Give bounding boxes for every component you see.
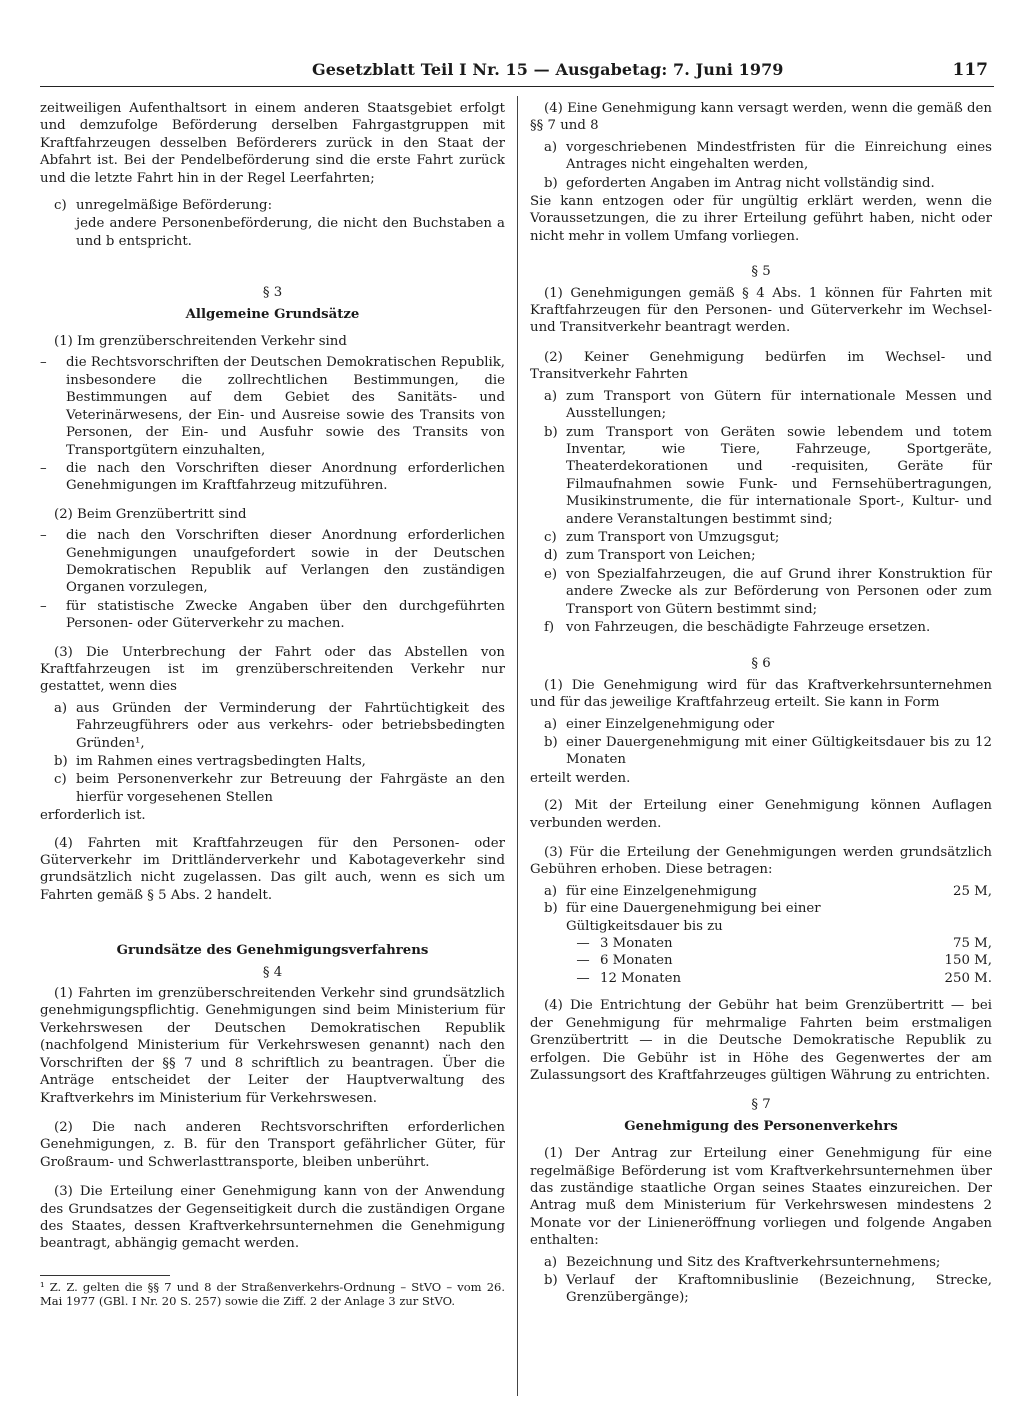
section-number: § 7 [751, 1097, 771, 1113]
section-number: § 5 [751, 264, 771, 280]
fee-row: a) für eine Einzelgenehmigung 25 M, [544, 883, 992, 899]
fee-row: — 3 Monaten 75 M, [576, 936, 992, 952]
list-item: b) Verlauf der Kraftomnibuslinie (Bezeichnung, Strecke, Grenzübergänge); [544, 1272, 992, 1306]
fee-row: — 6 Monaten 150 M, [576, 953, 992, 969]
paragraph: (1) Die Genehmigung wird für das Kraftverkehrsunternehmen und für das jeweilige Kraftfahrzeug erteilt. Sie kann in Form [530, 677, 992, 711]
paragraph: (4) Fahrten mit Kraftfahrzeugen für den Personen- oder Güterverkehr im Drittländerverkehr und Kabotageverkehr sind grundsätzlich nicht zugelassen. Das gilt auch, wenn es sich um Fahrten gemäß § 5 Abs. 2 handelt. [40, 835, 505, 903]
list-item: – für statistische Zwecke Angaben über den durchgeführten Personen- oder Güterverkehr zu machen. [40, 598, 505, 632]
right-column [530, 100, 992, 1308]
list-item: e) von Spezialfahrzeugen, die auf Grund ihrer Konstruktion für andere Zwecke als zur Beförderung von Personen oder zum Transport von Gütern bestimmt sind; [544, 566, 992, 617]
paragraph: (4) Die Entrichtung der Gebühr hat beim Grenzübertritt — bei der Genehmigung für mehrmalige Fahrten beim erstmaligen Grenzübertritt — in die Deutsche Demokratische Republik zu erfolgen. Die Gebühr ist in Höhe des Gegenwertes der am Zulassungsort des Kraftfahrzeuges gültigen Währung zu entrichten. [530, 998, 992, 1083]
paragraph: (3) Für die Erteilung der Genehmigungen werden grundsätzlich Gebühren erhoben. Diese betragen: [530, 845, 992, 878]
paragraph: Sie kann entzogen oder für ungültig erklärt werden, wenn die Voraussetzungen, die zu ihrer Erteilung geführt haben, nicht oder nicht mehr in vollem Umfang vorliegen. [530, 194, 992, 244]
paragraph: (1) Der Antrag zur Erteilung einer Genehmigung für eine regelmäßige Beförderung ist vom Kraftverkehrsunternehmen über das zuständige staatliche Organ seines Staates einzureichen. Der Antrag muß dem Ministerium für Verkehrswesen mindestens 2 Monate vor der Linieneröffnung vorliegen und folgende Angaben enthalten: [530, 1146, 992, 1249]
list-item: c) beim Personenverkehr zur Betreuung der Fahrgäste an den hierfür vorgesehenen Stellen [54, 772, 505, 805]
paragraph: (3) Die Erteilung einer Genehmigung kann von der Anwendung des Grundsatzes der Gegenseitigkeit durch die zuständigen Organe des Staates, dessen Kraftverkehrsunternehmen die Genehmigung beantragt, abhängig gemacht werden. [40, 1184, 505, 1252]
section-number: § 4 [262, 964, 283, 980]
fee-row: b) für eine Dauergenehmigung bei einer Gültigkeitsdauer bis zu [544, 901, 821, 934]
list-item: d) zum Transport von Leichen; [544, 548, 756, 564]
list-item: – die nach den Vorschriften dieser Anordnung erforderlichen Genehmigungen unaufgefordert sowie in der Deutschen Demokratischen Republik auf Verlangen den zuständigen Organen vorzulegen, [40, 528, 505, 596]
list-item: a) vorgeschriebenen Mindestfristen für die Einreichung eines Antrages nicht eingehalten werden, [544, 139, 992, 173]
section-number: § 3 [262, 285, 283, 301]
paragraph: zeitweiligen Aufenthaltsort in einem anderen Staatsgebiet erfolgt und demzufolge Beförderung derselben Fahrgastgruppen mit Kraftfahrzeugen desselben Beförderers zurück in den Staat der Abfahrt ist. Bei der Pendelbeförderung sind die erste Fahrt zurück und die letzte Fahrt hin in der Regel Leerfahrten; [40, 101, 505, 186]
paragraph: (1) Im grenzüberschreitenden Verkehr sind [54, 334, 347, 350]
fee-row: — 12 Monaten 250 M. [576, 970, 992, 986]
left-column [40, 100, 505, 1308]
paragraph: erforderlich ist. [40, 808, 146, 824]
list-item: c) zum Transport von Umzugsgut; [544, 529, 780, 545]
list-item: – die nach den Vorschriften dieser Anordnung erforderlichen Genehmigungen im Kraftfahrzeug mitzuführen. [40, 460, 505, 494]
list-item: b) geforderten Angaben im Antrag nicht vollständig sind. [544, 175, 935, 191]
list-item: b) im Rahmen eines vertragsbedingten Halts, [54, 754, 366, 769]
chapter-title: Grundsätze des Genehmigungsverfahrens [116, 943, 429, 959]
paragraph: (2) Keiner Genehmigung bedürfen im Wechsel- und Transitverkehr Fahrten [530, 349, 992, 383]
list-item: a) Bezeichnung und Sitz des Kraftverkehrsunternehmens; [544, 1254, 941, 1270]
page-number: 117 [952, 60, 988, 80]
list-item: a) aus Gründen der Verminderung der Fahrtüchtigkeit des Fahrzeugführers oder aus verkehrs- oder betriebsbedingten Gründen¹, [54, 700, 505, 751]
section-number: § 6 [751, 656, 771, 672]
list-item: c) unregelmäßige Beförderung: [54, 198, 273, 214]
list-item: b) einer Dauergenehmigung mit einer Gültigkeitsdauer bis zu 12 Monaten [544, 735, 992, 768]
list-item: b) zum Transport von Geräten sowie lebendem und totem Inventar, wie Tiere, Fahrzeuge, Sportgeräte, Theaterdekorationen und -requisiten, Geräte für Filmaufnahmen sowie Funk- und Fernsehübertragungen, Musikinstrumente, die für internationale Sport-, Kultur- und andere Veranstaltungen bestimmt sind; [544, 424, 992, 527]
paragraph: (4) Eine Genehmigung kann versagt werden, wenn die gemäß den §§ 7 und 8 [530, 101, 992, 134]
header-title: Gesetzblatt Teil I Nr. 15 — Ausgabetag: 7. Juni 1979 [312, 60, 784, 79]
page-header [40, 60, 994, 84]
paragraph: (1) Genehmigungen gemäß § 4 Abs. 1 können für Fahrten mit Kraftfahrzeugen für den Personen- und Güterverkehr im Wechsel- und Transitverkehr beantragt werden. [530, 285, 992, 336]
paragraph: (1) Fahrten im grenzüberschreitenden Verkehr sind grundsätzlich genehmigungspflichtig. Genehmigungen sind beim Ministerium für Verkehrswesen der Deutschen Demokratischen Republik (nachfolgend Ministerium für Verkehrswesen genannt) nach den Vorschriften der §§ 7 und 8 schriftlich zu beantragen. Über die Anträge entscheidet der Leiter der Hauptverwaltung des Kraftverkehrs im Ministerium für Verkehrswesen. [40, 986, 505, 1106]
paragraph: jede andere Personenbeförderung, die nicht den Buchstaben a und b entspricht. [76, 216, 505, 249]
paragraph: (2) Mit der Erteilung einer Genehmigung können Auflagen verbunden werden. [530, 798, 992, 831]
section-title: Allgemeine Grundsätze [185, 306, 360, 322]
paragraph: erteilt werden. [530, 770, 631, 786]
section-title: Genehmigung des Personenverkehrs [624, 1118, 898, 1134]
list-item: a) zum Transport von Gütern für internationale Messen und Ausstellungen; [544, 388, 992, 422]
footnote: ¹ Z. Z. gelten die §§ 7 und 8 der Straßenverkehrs-Ordnung – StVO – vom 26. Mai 1977 (GBl. I Nr. 20 S. 257) sowie die Ziff. 2 der Anlage 3 zur StVO. [40, 1279, 505, 1308]
footnote-rule [40, 1275, 170, 1276]
list-item: – die Rechtsvorschriften der Deutschen Demokratischen Republik, insbesondere die zollrechtlichen Bestimmungen, die Bestimmungen auf dem Gebiet des Sanitäts- und Veterinärwesens, der Ein- und Ausreise sowie des Transits von Personen, der Ein- und Ausfuhr sowie des Transits von Transportgütern einzuhalten, [40, 355, 505, 458]
header-rule [40, 86, 994, 87]
list-item: a) einer Einzelgenehmigung oder [544, 716, 775, 732]
column-divider [517, 96, 518, 1396]
list-item: f) von Fahrzeugen, die beschädigte Fahrzeuge ersetzen. [544, 619, 931, 635]
paragraph: (2) Beim Grenzübertritt sind [54, 506, 247, 522]
paragraph: (2) Die nach anderen Rechtsvorschriften erforderlichen Genehmigungen, z. B. für den Transport gefährlicher Güter, für Großraum- und Schwerlasttransporte, bleiben unberührt. [40, 1119, 505, 1170]
paragraph: (3) Die Unterbrechung der Fahrt oder das Abstellen von Kraftfahrzeugen ist im grenzüberschreitenden Verkehr nur gestattet, wenn dies [40, 644, 505, 695]
